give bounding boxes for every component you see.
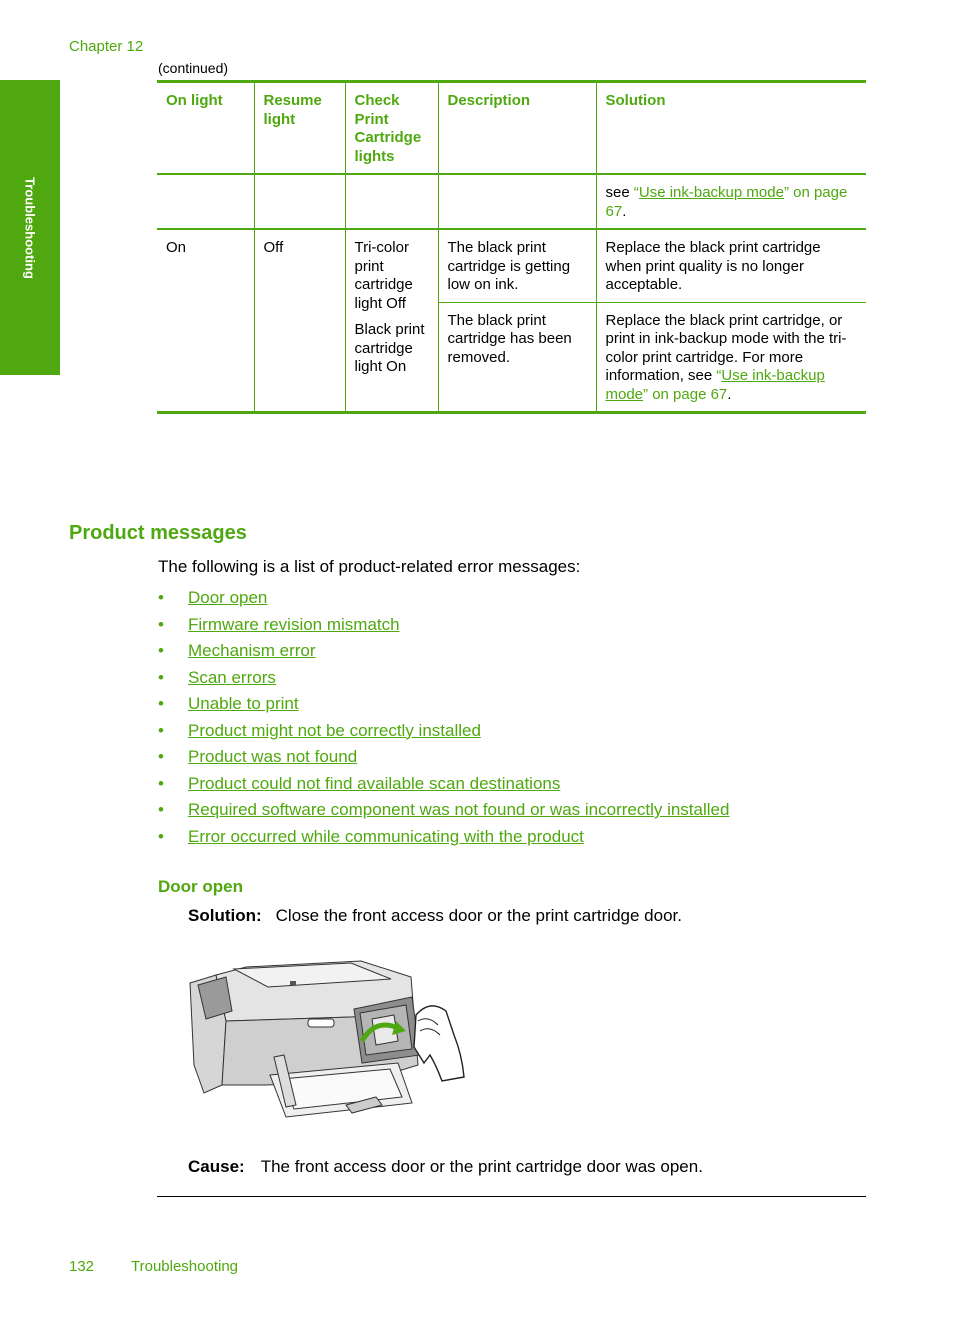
cause-label: Cause:	[188, 1157, 245, 1176]
see-prefix: see	[605, 184, 634, 201]
quote-open: “	[716, 367, 722, 384]
bullet: •	[158, 667, 164, 687]
list-item	[158, 586, 729, 613]
page-reference: ” on page 67	[643, 385, 728, 403]
list-item	[158, 613, 729, 640]
list-item	[158, 772, 729, 799]
software-component-link[interactable]: Required software component was not found or was incorrectly installed	[188, 800, 730, 819]
cause-text: The front access door or the print cartridge door was open.	[260, 1157, 703, 1176]
printer-door-illustration	[186, 955, 466, 1125]
cause-line	[188, 1157, 703, 1177]
footer-section-label: Troubleshooting	[131, 1258, 239, 1275]
description-cell: The black print cartridge has been removed.	[438, 302, 596, 413]
door-open-link[interactable]: Door open	[188, 588, 268, 607]
door-open-heading: Door open	[158, 877, 243, 896]
page-number: 132	[69, 1258, 95, 1275]
product-not-found-link[interactable]: Product was not found	[188, 747, 358, 766]
table-row	[157, 229, 866, 302]
solution-cell	[596, 302, 866, 413]
table-header-row	[157, 82, 866, 175]
bullet: •	[158, 826, 164, 846]
mechanism-error-link[interactable]: Mechanism error	[188, 641, 316, 660]
list-item	[158, 639, 729, 666]
bullet: •	[158, 614, 164, 634]
bullet: •	[158, 588, 164, 607]
solution-line	[188, 906, 682, 926]
table-cell	[438, 174, 596, 229]
list-item	[158, 798, 729, 825]
page-reference: ” on page 67	[605, 184, 848, 220]
firmware-mismatch-link[interactable]: Firmware revision mismatch	[188, 614, 400, 634]
on-light-cell: On	[166, 239, 187, 256]
black-light-state: Black print cartridge light On	[354, 321, 425, 375]
solution-text: Close the front access door or the print cartridge door.	[275, 906, 682, 925]
section-title: Product messages	[69, 522, 247, 544]
tri-color-light-state: Tri-color print cartridge light Off	[354, 239, 413, 312]
list-item	[158, 745, 729, 772]
unable-to-print-link[interactable]: Unable to print	[188, 694, 299, 713]
table-row	[157, 174, 866, 229]
description-cell: The black print cartridge is getting low on ink.	[438, 229, 596, 302]
side-section-tab	[0, 80, 60, 375]
header-solution: Solution	[596, 82, 866, 175]
bullet: •	[158, 773, 164, 793]
status-lights-table	[157, 80, 866, 414]
table-cell	[345, 174, 438, 229]
resume-light-cell: Off	[254, 229, 345, 413]
error-message-list	[158, 586, 729, 851]
section-intro: The following is a list of product-related error messages:	[158, 557, 581, 576]
check-lights-cell	[345, 229, 438, 413]
ink-backup-mode-link[interactable]: Use ink-backup mode	[638, 184, 784, 201]
bullet: •	[158, 720, 164, 740]
table-cell	[157, 174, 254, 229]
bullet: •	[158, 800, 164, 819]
list-item	[158, 719, 729, 746]
solution-cell	[596, 174, 866, 229]
bullet: •	[158, 694, 164, 713]
scan-destinations-link[interactable]: Product could not find available scan destinations	[188, 773, 561, 793]
quote-open: “	[633, 184, 639, 201]
solution-text: Replace the black print cartridge, or print in ink-backup mode with the tri-color print cartridge. For more information, see	[605, 311, 847, 384]
ink-backup-mode-link[interactable]: Use ink-backup mode	[605, 367, 825, 403]
header-check-print-cartridge-lights: Check Print Cartridge lights	[345, 82, 438, 175]
chapter-label: Chapter 12	[69, 38, 144, 55]
not-correctly-installed-link[interactable]: Product might not be correctly installed	[188, 720, 481, 740]
solution-label: Solution:	[188, 906, 262, 925]
bullet: •	[158, 747, 164, 766]
header-on-light: On light	[166, 92, 223, 109]
side-tab-label: Troubleshooting	[22, 177, 38, 279]
header-resume-light: Resume light	[254, 82, 345, 175]
header-description: Description	[438, 82, 596, 175]
continued-label: (continued)	[158, 60, 229, 76]
period: .	[727, 385, 732, 403]
list-item	[158, 666, 729, 693]
list-item	[158, 692, 729, 719]
communication-error-link[interactable]: Error occurred while communicating with the product	[188, 826, 584, 846]
scan-errors-link[interactable]: Scan errors	[188, 667, 276, 687]
bullet: •	[158, 641, 164, 660]
period: .	[622, 202, 627, 220]
table-cell	[254, 174, 345, 229]
section-divider	[157, 1196, 866, 1197]
solution-cell: Replace the black print cartridge when print quality is no longer acceptable.	[596, 229, 866, 302]
list-item	[158, 825, 729, 852]
